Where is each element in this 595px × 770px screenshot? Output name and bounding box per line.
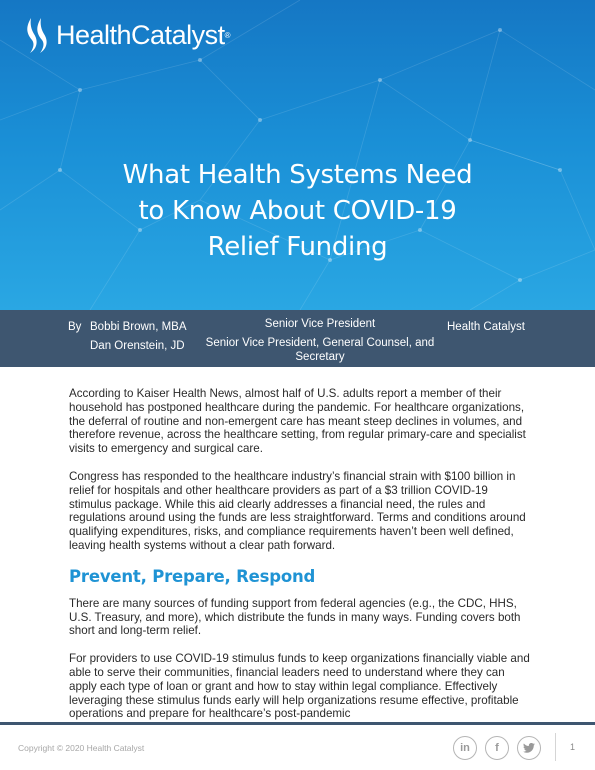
trademark-symbol: ® [224,30,231,40]
section-heading: Prevent, Prepare, Respond [69,566,316,586]
title-line: Relief Funding [207,232,388,263]
body-paragraph: According to Kaiser Health News, almost half of U.S. adults report a member of their household has postponed healthcare during the pandemic. For healthcare organizations, the deferral of routine and non-emergent care has meant steep declines in volumes, and therefore revenue, across the healthcare setting, from regular primary-care and specialist visits to emergency and surgical care. [69,387,526,456]
author-organization: Health Catalyst [447,321,525,333]
author-byline [0,310,595,367]
title-line: What Health Systems Need [122,160,473,191]
brand-logo [24,16,231,54]
flame-icon [24,16,50,54]
brand-name: HealthCatalyst [56,19,225,50]
document-title [0,157,595,265]
body-paragraph: Congress has responded to the healthcare industry’s financial strain with $100 billion in relief for hospitals and other healthcare providers as part of a $3 trillion COVID-19 stimulus package. While this aid clearly addresses a financial need, the rules and regulations around using the funds are less straightforward. Terms and conditions around qualifying expenditures, risks, and compliance requirements haven’t been well defined, leaving health systems without a clear path forward. [69,469,526,552]
author-name: Bobbi Brown, MBA [90,321,187,333]
facebook-icon[interactable]: f [485,736,509,760]
cover-hero [0,0,595,310]
title-line: to Know About COVID-19 [138,196,457,227]
body-content [69,387,531,735]
by-label: By [68,321,82,333]
twitter-icon[interactable] [517,736,541,760]
page-number: 1 [570,742,576,752]
copyright-text: Copyright © 2020 Health Catalyst [18,743,145,753]
body-paragraph: There are many sources of funding support from federal agencies (e.g., the CDC, HHS, U.S. Treasury, and more), which distribute the funds in many ways. Funding covers both short and long-term relief. [69,596,521,638]
author-name: Dan Orenstein, JD [90,340,185,352]
author-role: Senior Vice President, General Counsel, and Secretary [205,337,435,363]
body-paragraph: For providers to use COVID-19 stimulus funds to keep organizations financially viable and able to serve their communities, financial leaders need to understand where they can apply each type of loan or grant and how to stay within legal compliance. Effectively leveraging these stimulus funds early will help organizations resume effective, profitable operations and prepare for healthcare’s post-pandemic [69,652,530,721]
linkedin-icon[interactable]: in [453,736,477,760]
author-role: Senior Vice President [264,318,376,330]
footer-separator [555,733,556,761]
page-footer [0,725,595,770]
